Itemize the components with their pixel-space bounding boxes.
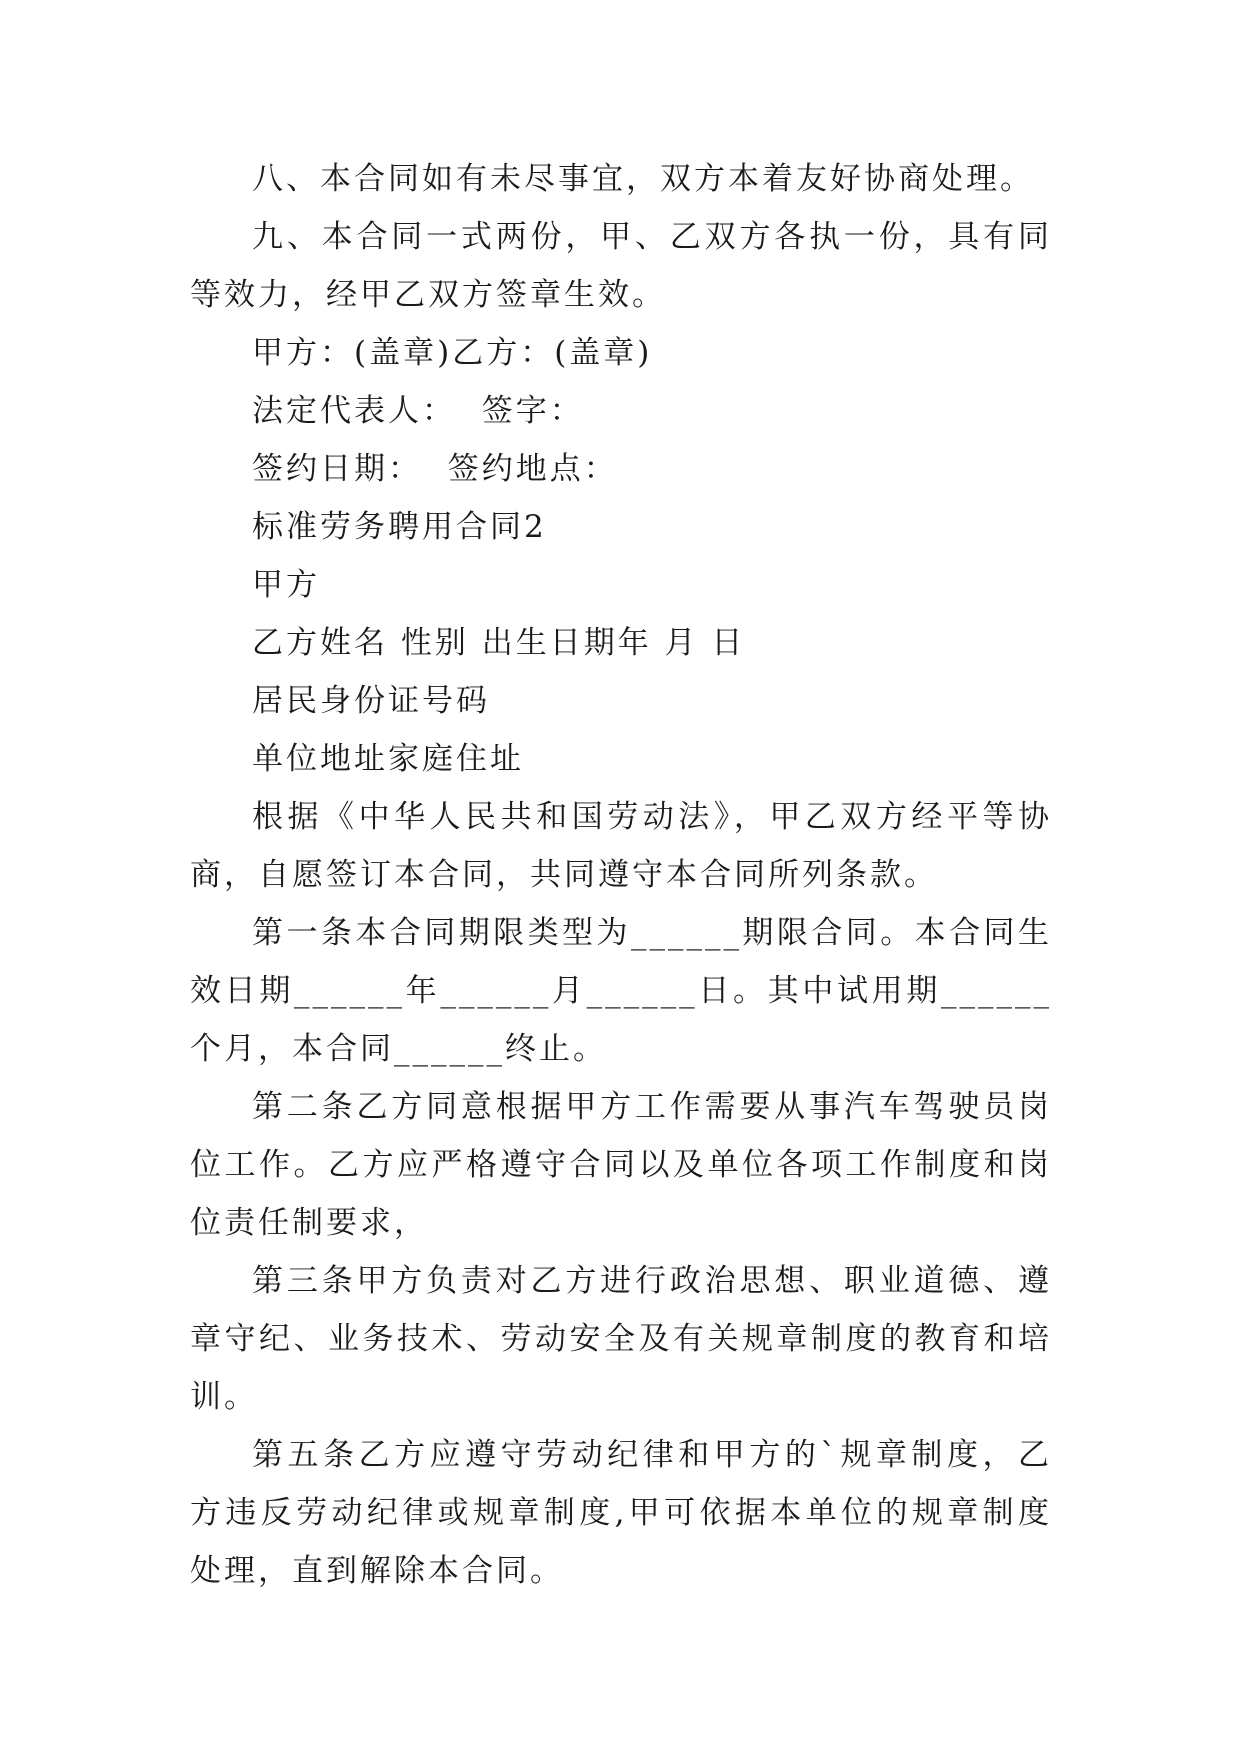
- clause-nine: 九、本合同一式两份，甲、乙双方各执一份，具有同等效力，经甲乙双方签章生效。: [190, 219, 1052, 313]
- address-line: 单位地址家庭住址: [252, 741, 524, 777]
- clause-eight: 八、本合同如有未尽事宜，双方本着友好协商处理。: [252, 161, 1034, 197]
- party-seal-line: 甲方：(盖章)乙方：(盖章): [252, 335, 653, 371]
- signing-date-place-line: 签约日期： 签约地点：: [252, 451, 618, 487]
- article-one: 第一条本合同期限类型为______期限合同。本合同生效日期______年______月______日。其中试用期______个月，本合同______终止。: [190, 915, 1052, 1067]
- party-b-info-line: 乙方姓名 性别 出生日期年 月 日: [252, 625, 746, 661]
- preamble-paragraph: 根据《中华人民共和国劳动法》，甲乙双方经平等协商，自愿签订本合同，共同遵守本合同所列条款。: [190, 799, 1052, 893]
- legal-representative-line: 法定代表人： 签字：: [252, 393, 584, 429]
- party-a-line: 甲方: [252, 567, 320, 603]
- article-three: 第三条甲方负责对乙方进行政治思想、职业道德、遵章守纪、业务技术、劳动安全及有关规章制度的教育和培训。: [190, 1263, 1052, 1415]
- article-two: 第二条乙方同意根据甲方工作需要从事汽车驾驶员岗位工作。乙方应严格遵守合同以及单位各项工作制度和岗位责任制要求，: [190, 1089, 1052, 1241]
- contract-title: 标准劳务聘用合同2: [252, 509, 547, 545]
- article-five: 第五条乙方应遵守劳动纪律和甲方的`规章制度，乙方违反劳动纪律或规章制度,甲可依据本单位的规章制度处理，直到解除本合同。: [190, 1437, 1052, 1589]
- id-number-line: 居民身份证号码: [252, 683, 490, 719]
- document-body: [190, 150, 1052, 1600]
